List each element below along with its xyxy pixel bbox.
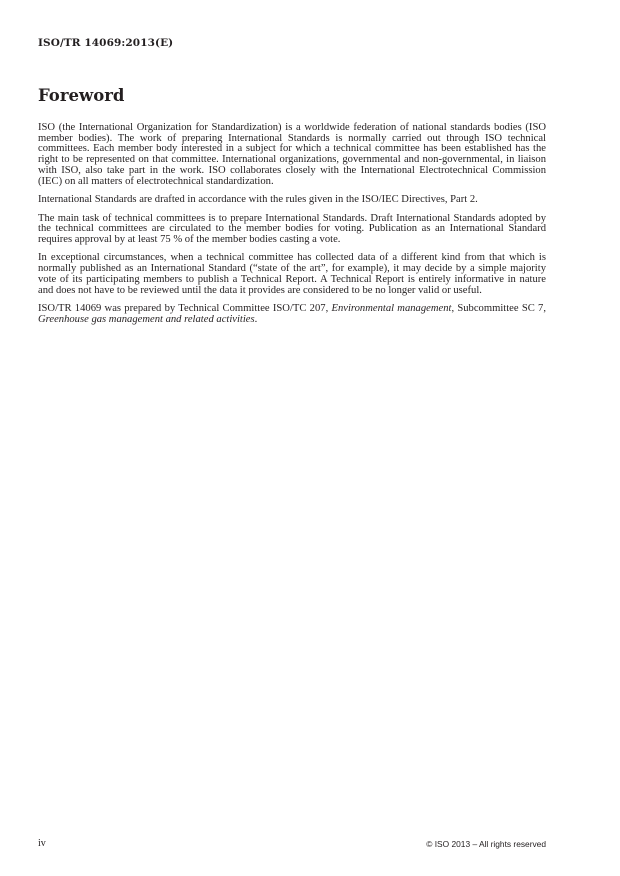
closing-period: . [254,313,258,325]
page-number: iv [38,838,46,849]
foreword-body [38,123,546,333]
paragraph-technical-committees: The main task of technical committees is to prepare International Standards. Draft International Standards adopted by the technical committees are circulated to the member bodies for voting. Publication as an International Standard requires approval by at least 75 % of the member bodies casting a vote. [38,212,546,245]
prepared-by-text: ISO/TR 14069 was prepared by Technical Committee ISO/TC 207, [38,303,332,315]
subcommittee-text: , Subcommittee SC 7, [451,303,546,315]
paragraph-exceptional-circumstances: In exceptional circumstances, when a technical committee has collected data of a different kind from that which is normally published as an International Standard (“state of the art”, for example), it may decide by a simple majority vote of its participating members to publish a Technical Report. A Technical Report is entirely informative in nature and does not have to be reviewed until the data it provides are considered to be no longer valid or useful. [38,252,546,296]
paragraph-prepared-by [38,304,546,325]
document-id-header: ISO/TR 14069:2013(E) [38,37,174,49]
paragraph-iso-federation: ISO (the International Organization for Standardization) is a worldwide federation of national standards bodies (ISO member bodies). The work of preparing International Standards is normally carried out through ISO technical committees. Each member body interested in a subject for which a technical committee has been established has the right to be represented on that committee. International organizations, governmental and non-governmental, in liaison with ISO, also take part in the work. ISO collaborates closely with the International Electrotechnical Commission (IEC) on all matters of electrotechnical standardization. [38,122,546,187]
copyright-notice: © ISO 2013 – All rights reserved [426,839,546,849]
section-title: Foreword [38,86,125,105]
paragraph-directives: International Standards are drafted in accordance with the rules given in the ISO/IEC Directives, Part 2. [38,194,478,206]
committee-title: Environmental management [331,303,452,315]
subcommittee-title: Greenhouse gas management and related activities [38,313,255,325]
